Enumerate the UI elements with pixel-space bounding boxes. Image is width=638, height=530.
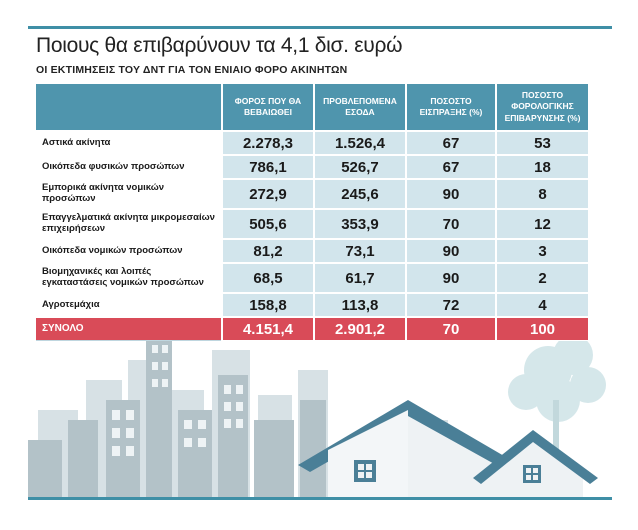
cell-tax-burden-share: 2 <box>496 263 588 293</box>
chart-subtitle: ΟΙ ΕΚΤΙΜΗΣΕΙΣ ΤΟΥ ΔΝΤ ΓΙΑ ΤΟΝ ΕΝΙΑΙΟ ΦΟΡΟ ΑΚΙΝΗΤΩΝ <box>36 64 348 76</box>
cell-tax-burden-share: 3 <box>496 239 588 263</box>
cell-expected-revenue: 113,8 <box>314 293 406 317</box>
table-row <box>36 293 588 317</box>
cell-tax-assessed: 158,8 <box>222 293 314 317</box>
cell-tax-assessed: 2.278,3 <box>222 131 314 155</box>
cell-tax-assessed: 786,1 <box>222 155 314 179</box>
bottom-rule <box>28 497 612 500</box>
cell-collection-rate: 90 <box>406 239 496 263</box>
cell-collection-rate: 67 <box>406 155 496 179</box>
cell-expected-revenue: 526,7 <box>314 155 406 179</box>
cell-tax-assessed: 81,2 <box>222 239 314 263</box>
header-col-tax-burden-share: ΠΟΣΟΣΤΟ ΦΟΡΟΛΟΓΙΚΗΣ ΕΠΙΒΑΡΥΝΣΗΣ (%) <box>496 84 588 131</box>
total-tax-assessed: 4.151,4 <box>222 317 314 341</box>
row-label: Οικόπεδα φυσικών προσώπων <box>36 155 222 179</box>
row-label: Αστικά ακίνητα <box>36 131 222 155</box>
cell-tax-burden-share: 18 <box>496 155 588 179</box>
cell-collection-rate: 70 <box>406 209 496 239</box>
cell-tax-burden-share: 53 <box>496 131 588 155</box>
data-table <box>36 84 588 341</box>
cell-tax-burden-share: 8 <box>496 179 588 209</box>
table-row <box>36 131 588 155</box>
header-col-collection-rate: ΠΟΣΟΣΤΟ ΕΙΣΠΡΑΞΗΣ (%) <box>406 84 496 131</box>
cell-expected-revenue: 73,1 <box>314 239 406 263</box>
table-row <box>36 155 588 179</box>
total-row <box>36 317 588 341</box>
row-label: Οικόπεδα νομικών προσώπων <box>36 239 222 263</box>
row-label: Αγροτεμάχια <box>36 293 222 317</box>
cell-expected-revenue: 61,7 <box>314 263 406 293</box>
total-label: ΣΥΝΟΛΟ <box>36 317 222 341</box>
total-tax-burden-share: 100 <box>496 317 588 341</box>
cell-tax-assessed: 68,5 <box>222 263 314 293</box>
row-label: Εμπορικά ακίνητα νομικών προσώπων <box>36 179 222 209</box>
table-row <box>36 263 588 293</box>
table-row <box>36 209 588 239</box>
cell-collection-rate: 90 <box>406 263 496 293</box>
row-label: Επαγγελματικά ακίνητα μικρομεσαίων επιχειρήσεων <box>36 209 222 239</box>
cell-tax-burden-share: 12 <box>496 209 588 239</box>
cell-tax-burden-share: 4 <box>496 293 588 317</box>
total-expected-revenue: 2.901,2 <box>314 317 406 341</box>
cell-collection-rate: 72 <box>406 293 496 317</box>
cell-tax-assessed: 505,6 <box>222 209 314 239</box>
cell-collection-rate: 67 <box>406 131 496 155</box>
cell-collection-rate: 90 <box>406 179 496 209</box>
cell-expected-revenue: 245,6 <box>314 179 406 209</box>
chart-title: Ποιους θα επιβαρύνουν τα 4,1 δισ. ευρώ <box>36 34 403 57</box>
total-collection-rate: 70 <box>406 317 496 341</box>
header-col-tax-assessed: ΦΟΡΟΣ ΠΟΥ ΘΑ ΒΕΒΑΙΩΘΕΙ <box>222 84 314 131</box>
table-header-row <box>36 84 588 131</box>
row-label: Βιομηχανικές και λοιπές εγκαταστάσεις νομικών προσώπων <box>36 263 222 293</box>
cell-expected-revenue: 1.526,4 <box>314 131 406 155</box>
table-row <box>36 239 588 263</box>
cell-tax-assessed: 272,9 <box>222 179 314 209</box>
table-row <box>36 179 588 209</box>
header-label-cell <box>36 84 222 131</box>
header-col-expected-revenue: ΠΡΟΒΛΕΠΟΜΕΝΑ ΕΣΟΔΑ <box>314 84 406 131</box>
cell-expected-revenue: 353,9 <box>314 209 406 239</box>
